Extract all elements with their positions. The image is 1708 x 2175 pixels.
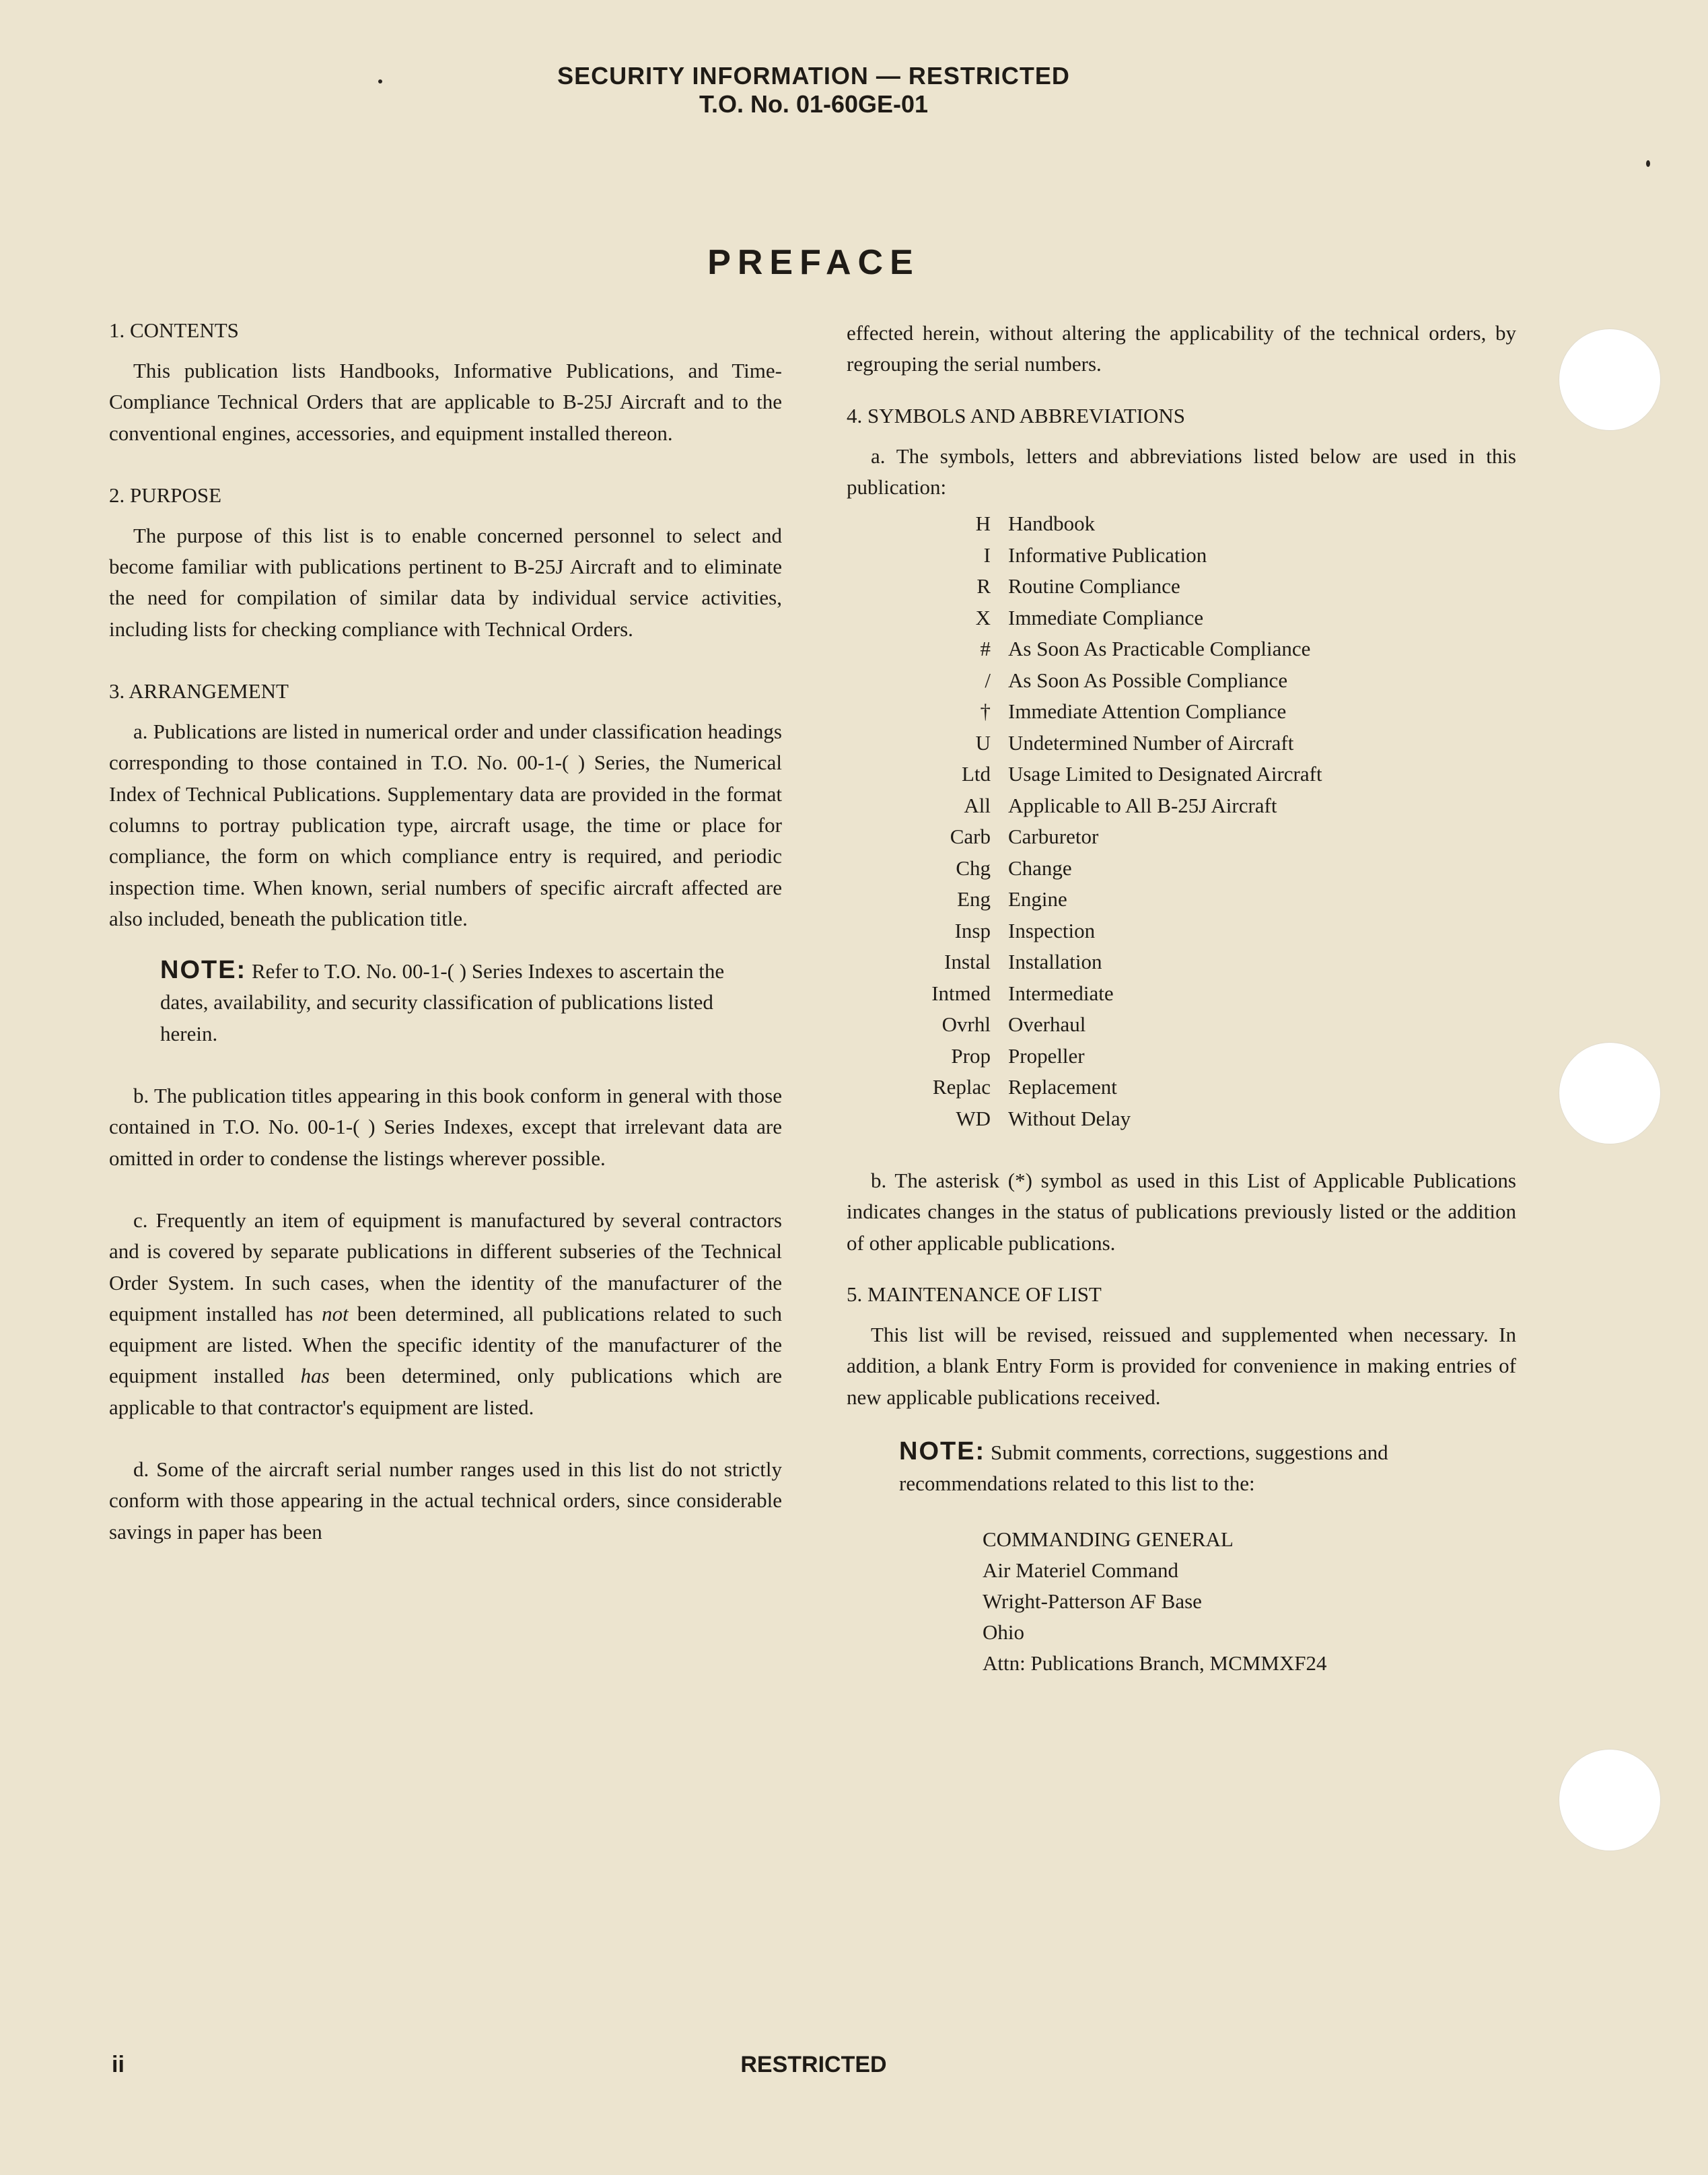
purpose-body: The purpose of this list is to enable concerned personnel to select and become familiar with publications pertinent to B-25J Aircraft and to eliminate the need for compilation of similar data by individual service activities, including lists for checking compliance with Technical Orders.	[109, 523, 782, 641]
para-c-text-3: been determined, only publications which are applicable to that contractor's equipment are listed.	[109, 1364, 782, 1419]
symbol-abbreviation: Eng	[957, 887, 991, 911]
symbol-abbreviation: Ltd	[961, 762, 991, 786]
symbol-abbreviation: Carb	[950, 825, 991, 849]
symbol-abbreviation: Replac	[932, 1075, 991, 1099]
arrangement-para-d: d. Some of the aircraft serial number ranges used in this list do not strictly conform with those appearing in the actual technical orders, since considerable savings in paper has been	[109, 1457, 782, 1544]
symbol-meaning: Overhaul	[1008, 1012, 1086, 1037]
purpose-heading: 2. PURPOSE	[109, 483, 222, 507]
symbol-meaning: Handbook	[1008, 512, 1096, 536]
para-c-emphasis-not: not	[322, 1301, 349, 1325]
symbol-row	[847, 508, 1322, 540]
address-line: Attn: Publications Branch, MCMMXF24	[983, 1651, 1327, 1675]
punch-hole-top	[1559, 329, 1661, 431]
symbol-row	[847, 821, 1322, 853]
symbol-row	[847, 978, 1322, 1010]
maintenance-heading: 5. MAINTENANCE OF LIST	[847, 1282, 1102, 1307]
symbol-meaning: Routine Compliance	[1008, 574, 1180, 598]
symbol-row	[847, 1041, 1322, 1072]
symbol-row	[847, 759, 1322, 790]
symbol-row	[847, 884, 1322, 916]
symbol-row	[847, 728, 1322, 759]
mailing-address	[983, 1524, 1516, 1679]
symbol-row	[847, 571, 1322, 602]
symbol-meaning: As Soon As Possible Compliance	[1008, 668, 1288, 692]
symbol-meaning: Immediate Compliance	[1008, 605, 1204, 629]
para-c-text-2: been determined, all publications related to such equipment are listed. When the specific identity of the manufacturer of the equipment installed	[109, 1301, 782, 1388]
arrangement-para-b: b. The publication titles appearing in this book conform in general with those contained in T.O. No. 00-1-( ) Series Indexes, except that irrelevant data are omitted in order to condense the listings wherever possible.	[109, 1084, 782, 1170]
footer-classification: RESTRICTED	[740, 2052, 887, 2077]
symbol-abbreviation: H	[975, 512, 991, 536]
symbol-meaning: Without Delay	[1008, 1106, 1131, 1130]
symbol-abbreviation: X	[975, 605, 991, 629]
symbol-abbreviation: Instal	[944, 950, 991, 974]
symbol-row	[847, 696, 1322, 728]
symbol-meaning: Change	[1008, 856, 1072, 880]
symbol-row	[847, 665, 1322, 697]
page-title: PREFACE	[707, 243, 920, 282]
symbol-row	[847, 916, 1322, 947]
address-line: Ohio	[983, 1620, 1024, 1644]
symbol-row	[847, 853, 1322, 885]
punch-hole-bottom	[1559, 1749, 1661, 1851]
symbol-row	[847, 1103, 1322, 1135]
note-text: Submit comments, corrections, suggestions and recommendations related to this list to the:	[899, 1440, 1388, 1496]
symbol-meaning: Intermediate	[1008, 981, 1114, 1005]
ink-speck	[378, 79, 382, 83]
symbol-meaning: Applicable to All B-25J Aircraft	[1008, 793, 1277, 817]
symbol-row	[847, 1072, 1322, 1103]
symbol-abbreviation: R	[976, 574, 991, 598]
symbol-abbreviation: #	[980, 637, 991, 661]
maintenance-body: This list will be revised, reissued and supplemented when necessary. In addition, a blank Entry Form is provided for convenience in making entries of new applicable publications received.	[847, 1323, 1516, 1409]
symbol-row	[847, 1009, 1322, 1041]
arrangement-note	[160, 955, 752, 1049]
address-line: Wright-Patterson AF Base	[983, 1589, 1202, 1613]
address-line: Air Materiel Command	[983, 1558, 1178, 1582]
ink-speck	[1646, 160, 1650, 167]
symbol-row	[847, 540, 1322, 572]
symbol-abbreviation: U	[975, 730, 991, 755]
symbol-meaning: Propeller	[1008, 1043, 1085, 1068]
symbol-meaning: Carburetor	[1008, 825, 1099, 849]
symbols-para-a: a. The symbols, letters and abbreviations listed below are used in this publication:	[847, 444, 1516, 499]
symbol-meaning: As Soon As Practicable Compliance	[1008, 637, 1311, 661]
symbol-abbreviation: All	[964, 793, 991, 817]
symbol-abbreviation: Ovrhl	[941, 1012, 991, 1037]
contents-heading: 1. CONTENTS	[109, 318, 239, 342]
arrangement-heading: 3. ARRANGEMENT	[109, 679, 289, 703]
symbols-para-b: b. The asterisk (*) symbol as used in this List of Applicable Publications indicates changes in the status of publications previously listed or the addition of other applicable publications.	[847, 1169, 1516, 1255]
symbol-abbreviation: Intmed	[931, 981, 991, 1005]
punch-hole-middle	[1559, 1042, 1661, 1144]
page-number: ii	[112, 2052, 124, 2077]
address-line: COMMANDING GENERAL	[983, 1527, 1234, 1551]
para-c-text-1: c. Frequently an item of equipment is manufactured by several contractors and is covered by separate publications in different subseries of the Technical Order System. In such cases, when the identity of the manufacturer of the equipment installed has	[109, 1208, 782, 1325]
left-column	[109, 315, 782, 1548]
right-column	[847, 318, 1516, 1679]
symbol-abbreviation: WD	[956, 1106, 991, 1130]
arrangement-para-c	[109, 1205, 782, 1423]
security-header: SECURITY INFORMATION — RESTRICTED	[557, 62, 1070, 90]
note-text: Refer to T.O. No. 00-1-( ) Series Indexes to ascertain the dates, availability, and security classification of publications listed herein.	[160, 959, 725, 1045]
para-c-emphasis-has: has	[300, 1364, 330, 1388]
arrangement-para-a: a. Publications are listed in numerical order and under classification headings corresponding to those contained in T.O. No. 00-1-( ) Series, the Numerical Index of Technical Publications. Supplementary data are provided in the format columns to portray publication type, aircraft usage, the time or place for compliance, the form on which compliance entry is required, and periodic inspection time. When known, serial numbers of specific aircraft affected are also included, beneath the publication title.	[109, 720, 782, 930]
symbol-meaning: Usage Limited to Designated Aircraft	[1008, 762, 1322, 786]
arrangement-para-d-continued: effected herein, without altering the applicability of the technical orders, by regrouping the serial numbers.	[847, 321, 1516, 376]
note-label: NOTE:	[899, 1437, 986, 1465]
maintenance-note	[899, 1436, 1485, 1500]
symbol-abbreviation: /	[985, 668, 991, 692]
symbols-table	[847, 508, 1322, 1134]
symbol-meaning: Immediate Attention Compliance	[1008, 699, 1287, 724]
symbol-row	[847, 790, 1322, 822]
symbol-row	[847, 602, 1322, 634]
symbol-meaning: Engine	[1008, 887, 1067, 911]
symbol-meaning: Inspection	[1008, 918, 1096, 942]
symbol-meaning: Installation	[1008, 950, 1102, 974]
symbol-abbreviation: Prop	[951, 1043, 991, 1068]
note-label: NOTE:	[160, 956, 247, 985]
contents-body: This publication lists Handbooks, Informative Publications, and Time-Compliance Technical Orders that are applicable to B-25J Aircraft and to the conventional engines, accessories, and equipment installed thereon.	[109, 359, 782, 445]
symbol-meaning: Undetermined Number of Aircraft	[1008, 730, 1294, 755]
symbol-abbreviation: I	[983, 543, 991, 567]
to-number: T.O. No. 01-60GE-01	[699, 90, 929, 118]
symbol-row	[847, 946, 1322, 978]
symbol-meaning: Informative Publication	[1008, 543, 1207, 567]
symbols-heading: 4. SYMBOLS AND ABBREVIATIONS	[847, 403, 1185, 427]
symbol-abbreviation: †	[980, 699, 991, 724]
symbol-row	[847, 633, 1322, 665]
symbol-abbreviation: Chg	[956, 856, 991, 880]
symbol-meaning: Replacement	[1008, 1075, 1117, 1099]
symbol-abbreviation: Insp	[954, 918, 991, 942]
